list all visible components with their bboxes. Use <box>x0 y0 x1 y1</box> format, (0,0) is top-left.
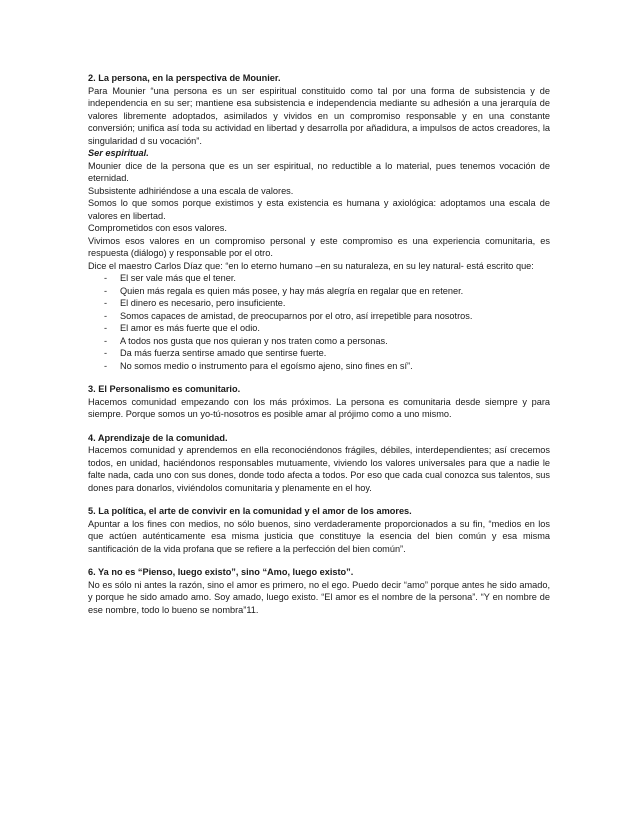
paragraph: Comprometidos con esos valores. <box>88 223 227 233</box>
section-heading: 5. La política, el arte de convivir en la comunidad y el amor de los amores. <box>88 506 412 516</box>
section-amo-luego-existo <box>88 566 550 616</box>
list-item <box>88 360 550 373</box>
section-heading: 2. La persona, en la perspectiva de Mounier. <box>88 73 281 83</box>
list-item-text: El dinero es necesario, pero insuficiente. <box>120 298 286 308</box>
paragraph: Vivimos esos valores en un compromiso personal y este compromiso es una experiencia comunitaria, es respuesta (diálogo) y responsable por el otro. <box>88 235 550 258</box>
list-marker: - <box>104 360 108 371</box>
section-heading: 4. Aprendizaje de la comunidad. <box>88 432 228 443</box>
list-item-text: El ser vale más que el tener. <box>120 273 236 283</box>
list-marker: - <box>104 348 108 358</box>
list-item-text: A todos nos gusta que nos quieran y nos traten como a personas. <box>120 335 388 346</box>
section-personalismo <box>88 383 550 421</box>
section-heading: 3. El Personalismo es comunitario. <box>88 384 241 394</box>
dash-list <box>88 272 550 372</box>
list-marker: - <box>104 298 108 308</box>
list-item <box>88 285 550 298</box>
list-item <box>88 272 550 285</box>
section-aprendizaje <box>88 432 550 495</box>
list-item-text: Da más fuerza sentirse amado que sentirse fuerte. <box>120 348 327 358</box>
section-heading: 6. Ya no es “Pienso, luego existo”, sino “Amo, luego existo”. <box>88 567 354 577</box>
paragraph: Subsistente adhiriéndose a una escala de valores. <box>88 185 294 196</box>
list-item-text: Quien más regala es quien más posee, y hay más alegría en regalar que en retener. <box>120 285 464 296</box>
paragraph: Para Mounier “una persona es un ser espiritual constituido como tal por una forma de subsistencia y de independencia en su ser; mantiene esa subsistencia e independencia mediante su adhesión a una jerarquía de valores libremente adoptados, asimilados y vividos en un compromiso responsable y en una constante conversión; unifica así toda su actividad en libertad y desarrolla por añadidura, a impulsos de actos creadores, la singularidad d su vocación”. <box>88 85 550 146</box>
list-marker: - <box>104 285 108 296</box>
paragraph: Mounier dice de la persona que es un ser espiritual, no reductible a lo material, pues tenemos vocación de eternidad. <box>88 160 550 183</box>
list-item-text: El amor es más fuerte que el odio. <box>120 323 260 333</box>
section-politica <box>88 505 550 555</box>
document-page <box>88 72 550 627</box>
list-item <box>88 297 550 310</box>
subheading: Ser espiritual. <box>88 148 149 158</box>
list-marker: - <box>104 273 108 283</box>
paragraph: Hacemos comunidad empezando con los más próximos. La persona es comunitaria desde siempre y para siempre. Porque somos un yo-tú-nosotros es posible amar al prójimo como a uno mismo. <box>88 396 550 419</box>
paragraph: No es sólo ni antes la razón, sino el amor es primero, no el ego. Puedo decir “amo” porque antes he sido amado, y porque he sido amado amo. Soy amado, luego existo. “El amor es el nombre de la persona”. “Y en nombre de ese nombre, todo lo bueno se nombra”11. <box>88 579 550 615</box>
list-marker: - <box>104 335 108 346</box>
list-marker: - <box>104 323 108 333</box>
list-item <box>88 335 550 348</box>
list-item-text: No somos medio o instrumento para el egoísmo ajeno, sino fines en sí”. <box>120 360 413 371</box>
paragraph: Hacemos comunidad y aprendemos en ella reconociéndonos frágiles, débiles, interdependientes; así crecemos todos, en unidad, haciéndonos responsables mutuamente, viviendo los valores universales para que a nadie le falte nada, cada uno con sus dones, donde todo afecta a todos. Por eso que cada cual conozca sus talentos, sus dones para donarlos, viviéndolos comunitaria y plenamente en el hoy. <box>88 445 550 493</box>
list-item <box>88 310 550 323</box>
list-item <box>88 347 550 360</box>
section-mounier <box>88 72 550 372</box>
list-item <box>88 322 550 335</box>
list-marker: - <box>104 310 108 321</box>
paragraph: Dice el maestro Carlos Díaz que: “en lo eterno humano –en su naturaleza, en su ley natural- está escrito que: <box>88 260 534 271</box>
paragraph: Somos lo que somos porque existimos y esta existencia es humana y axiológica: adoptamos una escala de valores en libertad. <box>88 198 550 221</box>
paragraph: Apuntar a los fines con medios, no sólo buenos, sino verdaderamente proporcionados a su fin, “medios en los que actúen auténticamente esa misma justicia que constituye la esencia del bien común y esa misma santificación de la vida profana que se refiere a la perfección del bien común”. <box>88 518 550 554</box>
list-item-text: Somos capaces de amistad, de preocuparnos por el otro, así irrepetible para nosotros. <box>120 310 473 321</box>
